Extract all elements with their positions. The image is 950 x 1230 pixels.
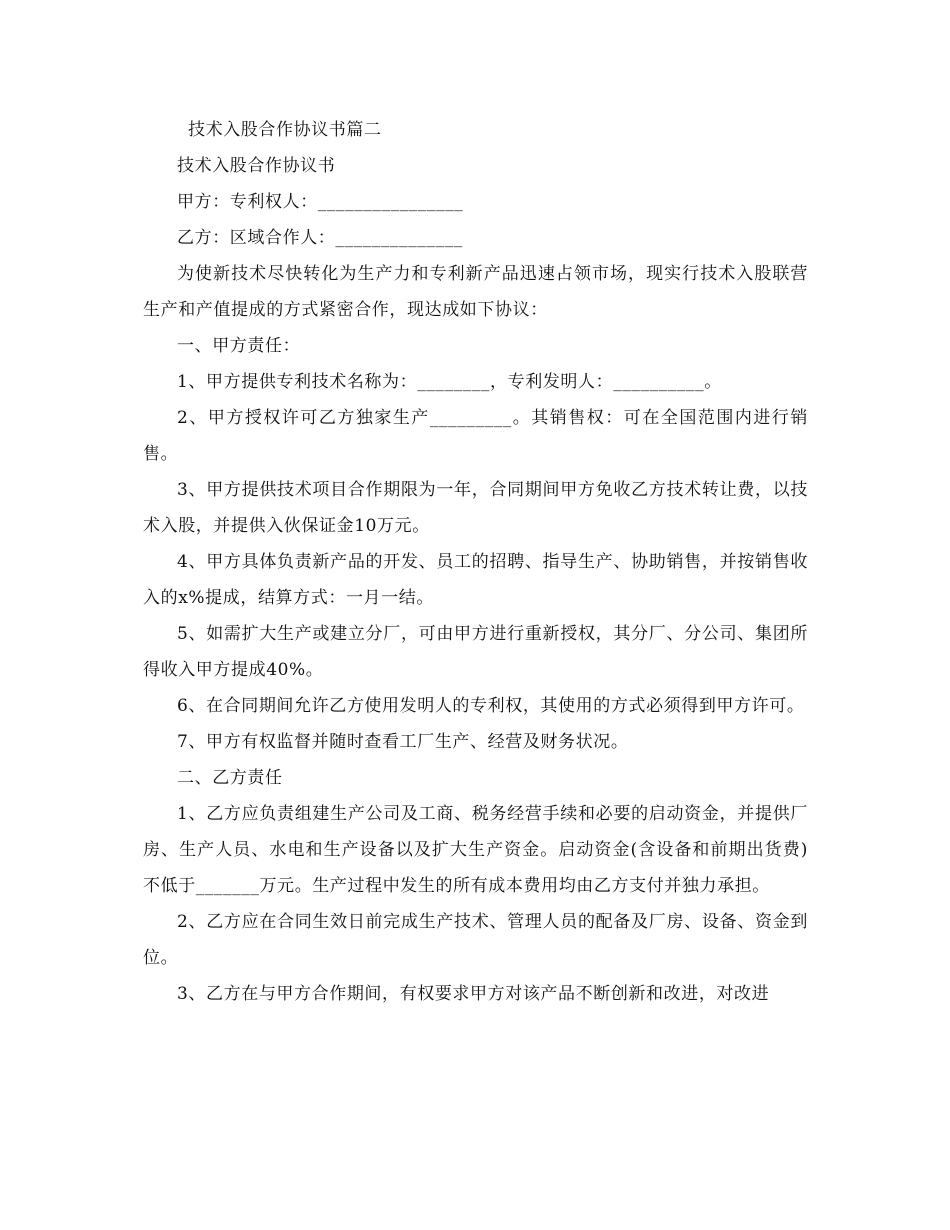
section-1-item-1: 1、甲方提供专利技术名称为：________，专利发明人：__________。 <box>177 372 722 392</box>
section-1-item-5: 5、如需扩大生产或建立分厂，可由甲方进行重新授权，其分厂、分公司、集团所得收入甲方提成40%。 <box>143 624 808 680</box>
section-1-item-3: 3、甲方提供技术项目合作期限为一年，合同期间甲方免收乙方技术转让费，以技术入股，并提供入伙保证金10万元。 <box>143 480 808 536</box>
section-2-item-3: 3、乙方在与甲方合作期间，有权要求甲方对该产品不断创新和改进，对改进 <box>177 984 770 1004</box>
document-subtitle: 技术入股合作协议书 <box>177 156 336 176</box>
section-1-title: 一、甲方责任： <box>177 336 301 356</box>
party-a-line: 甲方：专利权人：________________ <box>177 192 464 212</box>
section-2-item-1: 1、乙方应负责组建生产公司及工商、税务经营手续和必要的启动资金，并提供厂房、生产人员、水电和生产设备以及扩大生产资金。启动资金(含设备和前期出货费)不低于_______万元。生产过程中发生的所有成本费用均由乙方支付并独力承担。 <box>143 804 808 896</box>
section-1-item-4: 4、甲方具体负责新产品的开发、员工的招聘、指导生产、协助销售，并按销售收入的x%提成，结算方式：一月一结。 <box>143 552 808 608</box>
preamble-paragraph: 为使新技术尽快转化为生产力和专利新产品迅速占领市场，现实行技术入股联营生产和产值提成的方式紧密合作，现达成如下协议： <box>143 264 808 320</box>
section-1-item-7: 7、甲方有权监督并随时查看工厂生产、经营及财务状况。 <box>177 732 629 752</box>
party-b-line: 乙方：区域合作人：______________ <box>177 228 463 248</box>
section-2-title: 二、乙方责任 <box>177 768 283 788</box>
document-body <box>143 112 808 1012</box>
document-heading: 技术入股合作协议书篇二 <box>188 120 382 140</box>
section-1-item-6: 6、在合同期间允许乙方使用发明人的专利权，其使用的方式必须得到甲方许可。 <box>177 696 805 716</box>
section-1-item-2: 2、甲方授权许可乙方独家生产_________。其销售权：可在全国范围内进行销售。 <box>143 408 808 464</box>
section-2-item-2: 2、乙方应在合同生效日前完成生产技术、管理人员的配备及厂房、设备、资金到位。 <box>143 912 808 968</box>
